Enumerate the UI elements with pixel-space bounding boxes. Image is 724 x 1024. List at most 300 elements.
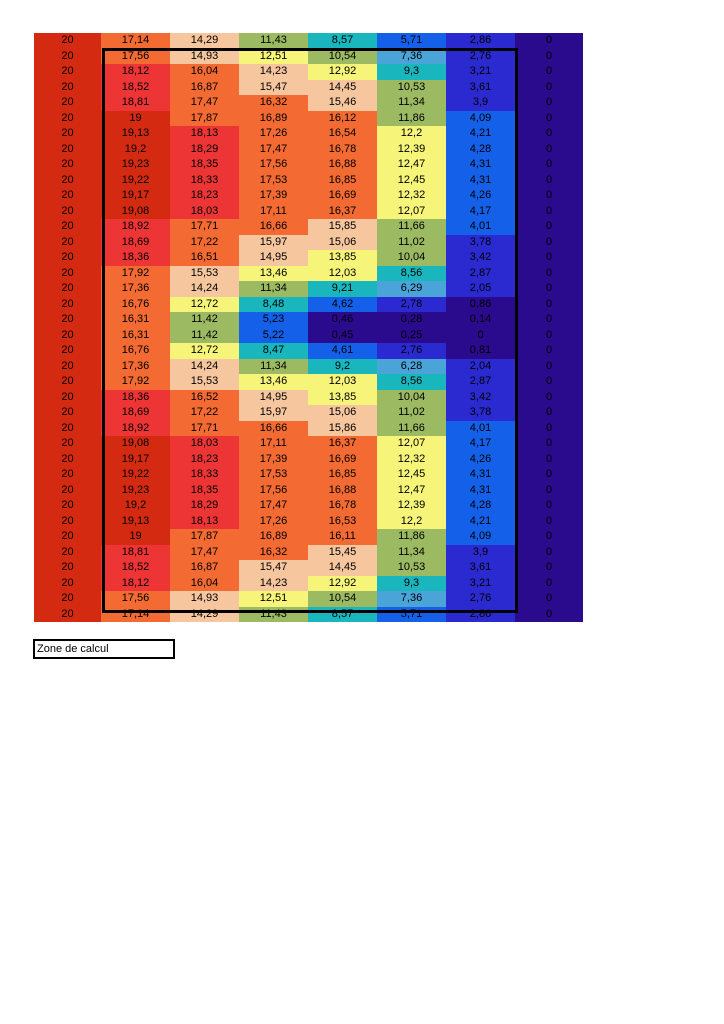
grid-cell: 4,17 xyxy=(446,204,515,220)
grid-row xyxy=(34,64,583,80)
grid-cell: 12,47 xyxy=(377,483,446,499)
grid-cell: 11,34 xyxy=(377,95,446,111)
grid-row xyxy=(34,374,583,390)
grid-cell: 19,17 xyxy=(101,188,170,204)
grid-cell: 4,31 xyxy=(446,173,515,189)
grid-row xyxy=(34,219,583,235)
grid-cell: 0 xyxy=(515,390,583,406)
grid-cell: 4,61 xyxy=(308,343,377,359)
grid-cell: 12,2 xyxy=(377,514,446,530)
grid-cell: 19,08 xyxy=(101,436,170,452)
grid-cell: 4,26 xyxy=(446,452,515,468)
grid-cell: 20 xyxy=(34,219,101,235)
grid-cell: 0 xyxy=(515,467,583,483)
grid-row xyxy=(34,483,583,499)
grid-row xyxy=(34,390,583,406)
grid-cell: 16,78 xyxy=(308,498,377,514)
grid-cell: 10,04 xyxy=(377,390,446,406)
grid-cell: 14,23 xyxy=(239,64,308,80)
grid-cell: 10,54 xyxy=(308,49,377,65)
grid-cell: 18,69 xyxy=(101,235,170,251)
grid-cell: 18,92 xyxy=(101,421,170,437)
grid-cell: 11,42 xyxy=(170,312,239,328)
grid-cell: 11,43 xyxy=(239,607,308,623)
grid-row xyxy=(34,204,583,220)
grid-cell: 14,29 xyxy=(170,33,239,49)
grid-cell: 5,71 xyxy=(377,33,446,49)
grid-row xyxy=(34,343,583,359)
grid-cell: 4,31 xyxy=(446,157,515,173)
grid-cell: 4,09 xyxy=(446,111,515,127)
grid-cell: 7,36 xyxy=(377,49,446,65)
grid-cell: 12,72 xyxy=(170,343,239,359)
grid-cell: 10,54 xyxy=(308,591,377,607)
grid-cell: 0 xyxy=(515,560,583,576)
grid-cell: 12,32 xyxy=(377,452,446,468)
grid-cell: 20 xyxy=(34,250,101,266)
grid-cell: 19,2 xyxy=(101,498,170,514)
grid-cell: 15,47 xyxy=(239,80,308,96)
grid-cell: 17,22 xyxy=(170,235,239,251)
grid-cell: 20 xyxy=(34,607,101,623)
grid-cell: 0 xyxy=(515,529,583,545)
grid-cell: 19,13 xyxy=(101,514,170,530)
grid-cell: 9,3 xyxy=(377,64,446,80)
grid-cell: 4,31 xyxy=(446,467,515,483)
grid-cell: 14,29 xyxy=(170,607,239,623)
grid-cell: 18,69 xyxy=(101,405,170,421)
grid-cell: 4,21 xyxy=(446,514,515,530)
grid-cell: 17,92 xyxy=(101,266,170,282)
grid-cell: 16,53 xyxy=(308,514,377,530)
grid-cell: 0 xyxy=(515,483,583,499)
grid-cell: 13,85 xyxy=(308,390,377,406)
grid-cell: 0 xyxy=(515,111,583,127)
grid-cell: 0 xyxy=(515,312,583,328)
grid-cell: 17,14 xyxy=(101,607,170,623)
grid-row xyxy=(34,111,583,127)
grid-cell: 2,86 xyxy=(446,33,515,49)
grid-cell: 0 xyxy=(515,374,583,390)
grid-cell: 0 xyxy=(515,173,583,189)
grid-cell: 20 xyxy=(34,266,101,282)
grid-row xyxy=(34,157,583,173)
grid-row xyxy=(34,188,583,204)
grid-cell: 3,78 xyxy=(446,235,515,251)
grid-cell: 14,23 xyxy=(239,576,308,592)
grid-cell: 16,76 xyxy=(101,343,170,359)
grid-cell: 4,28 xyxy=(446,142,515,158)
grid-cell: 15,06 xyxy=(308,405,377,421)
grid-cell: 19,08 xyxy=(101,204,170,220)
grid-cell: 8,56 xyxy=(377,266,446,282)
grid-cell: 16,37 xyxy=(308,436,377,452)
grid-cell: 19,13 xyxy=(101,126,170,142)
grid-cell: 15,86 xyxy=(308,421,377,437)
grid-cell: 2,78 xyxy=(377,297,446,313)
grid-cell: 2,04 xyxy=(446,359,515,375)
grid-cell: 17,26 xyxy=(239,126,308,142)
grid-cell: 0 xyxy=(515,405,583,421)
grid-cell: 12,32 xyxy=(377,188,446,204)
grid-cell: 20 xyxy=(34,33,101,49)
grid-cell: 0 xyxy=(515,235,583,251)
grid-row xyxy=(34,576,583,592)
grid-cell: 5,23 xyxy=(239,312,308,328)
grid-cell: 20 xyxy=(34,111,101,127)
grid-cell: 17,92 xyxy=(101,374,170,390)
grid-cell: 10,53 xyxy=(377,80,446,96)
grid-cell: 11,66 xyxy=(377,421,446,437)
grid-cell: 0 xyxy=(515,157,583,173)
grid-cell: 12,45 xyxy=(377,467,446,483)
grid-row xyxy=(34,95,583,111)
grid-cell: 5,71 xyxy=(377,607,446,623)
grid-cell: 0 xyxy=(515,266,583,282)
grid-cell: 20 xyxy=(34,514,101,530)
grid-cell: 15,06 xyxy=(308,235,377,251)
grid-cell: 17,26 xyxy=(239,514,308,530)
grid-cell: 4,28 xyxy=(446,498,515,514)
grid-cell: 17,47 xyxy=(170,545,239,561)
grid-cell: 17,14 xyxy=(101,33,170,49)
grid-cell: 17,56 xyxy=(239,483,308,499)
grid-cell: 18,92 xyxy=(101,219,170,235)
grid-cell: 15,85 xyxy=(308,219,377,235)
grid-cell: 4,62 xyxy=(308,297,377,313)
grid-cell: 0 xyxy=(515,421,583,437)
grid-row xyxy=(34,312,583,328)
grid-cell: 19,22 xyxy=(101,467,170,483)
grid-cell: 20 xyxy=(34,591,101,607)
grid-cell: 4,31 xyxy=(446,483,515,499)
grid-cell: 18,12 xyxy=(101,64,170,80)
grid-cell: 16,69 xyxy=(308,188,377,204)
grid-cell: 5,22 xyxy=(239,328,308,344)
grid-cell: 0 xyxy=(515,591,583,607)
grid-cell: 12,2 xyxy=(377,126,446,142)
grid-cell: 16,11 xyxy=(308,529,377,545)
grid-row xyxy=(34,560,583,576)
grid-cell: 17,39 xyxy=(239,452,308,468)
grid-cell: 0 xyxy=(515,281,583,297)
grid-row xyxy=(34,405,583,421)
grid-cell: 12,39 xyxy=(377,142,446,158)
grid-cell: 20 xyxy=(34,64,101,80)
grid-row xyxy=(34,142,583,158)
grid-cell: 12,03 xyxy=(308,374,377,390)
grid-cell: 11,02 xyxy=(377,405,446,421)
grid-cell: 11,43 xyxy=(239,33,308,49)
grid-cell: 17,36 xyxy=(101,359,170,375)
grid-cell: 10,04 xyxy=(377,250,446,266)
grid-cell: 18,81 xyxy=(101,545,170,561)
grid-cell: 16,78 xyxy=(308,142,377,158)
grid-cell: 17,71 xyxy=(170,219,239,235)
grid-cell: 3,42 xyxy=(446,390,515,406)
grid-row xyxy=(34,498,583,514)
grid-cell: 14,45 xyxy=(308,560,377,576)
grid-cell: 20 xyxy=(34,483,101,499)
grid-cell: 17,22 xyxy=(170,405,239,421)
grid-cell: 18,13 xyxy=(170,126,239,142)
grid-cell: 14,93 xyxy=(170,49,239,65)
grid-cell: 18,29 xyxy=(170,498,239,514)
grid-cell: 16,37 xyxy=(308,204,377,220)
grid-cell: 17,56 xyxy=(101,591,170,607)
grid-cell: 18,33 xyxy=(170,467,239,483)
grid-cell: 15,53 xyxy=(170,266,239,282)
grid-cell: 20 xyxy=(34,560,101,576)
grid-cell: 0 xyxy=(515,545,583,561)
grid-cell: 4,26 xyxy=(446,188,515,204)
grid-cell: 0 xyxy=(515,219,583,235)
grid-cell: 14,95 xyxy=(239,250,308,266)
grid-cell: 8,56 xyxy=(377,374,446,390)
grid-cell: 17,56 xyxy=(101,49,170,65)
grid-cell: 17,87 xyxy=(170,111,239,127)
grid-cell: 20 xyxy=(34,312,101,328)
grid-cell: 2,76 xyxy=(446,49,515,65)
grid-cell: 8,48 xyxy=(239,297,308,313)
grid-cell: 0 xyxy=(515,328,583,344)
grid-cell: 16,89 xyxy=(239,111,308,127)
grid-cell: 16,32 xyxy=(239,545,308,561)
grid-cell: 0 xyxy=(515,188,583,204)
grid-cell: 10,53 xyxy=(377,560,446,576)
grid-cell: 0 xyxy=(515,576,583,592)
grid-cell: 16,89 xyxy=(239,529,308,545)
grid-cell: 18,03 xyxy=(170,204,239,220)
grid-row xyxy=(34,607,583,623)
grid-row xyxy=(34,126,583,142)
grid-cell: 18,23 xyxy=(170,188,239,204)
grid-cell: 8,57 xyxy=(308,607,377,623)
grid-cell: 6,29 xyxy=(377,281,446,297)
grid-cell: 20 xyxy=(34,374,101,390)
grid-cell: 3,9 xyxy=(446,545,515,561)
grid-cell: 0 xyxy=(515,49,583,65)
grid-cell: 11,86 xyxy=(377,111,446,127)
grid-cell: 12,92 xyxy=(308,576,377,592)
grid-cell: 11,02 xyxy=(377,235,446,251)
grid-cell: 6,28 xyxy=(377,359,446,375)
grid-cell: 0,86 xyxy=(446,297,515,313)
grid-cell: 12,03 xyxy=(308,266,377,282)
grid-cell: 17,11 xyxy=(239,204,308,220)
grid-cell: 20 xyxy=(34,204,101,220)
grid-cell: 0,28 xyxy=(377,312,446,328)
grid-cell: 12,07 xyxy=(377,436,446,452)
grid-cell: 14,24 xyxy=(170,281,239,297)
grid-row xyxy=(34,297,583,313)
grid-cell: 8,47 xyxy=(239,343,308,359)
grid-cell: 9,3 xyxy=(377,576,446,592)
grid-cell: 19 xyxy=(101,529,170,545)
grid-cell: 18,03 xyxy=(170,436,239,452)
grid-cell: 20 xyxy=(34,359,101,375)
grid-cell: 19,2 xyxy=(101,142,170,158)
grid-row xyxy=(34,49,583,65)
grid-cell: 7,36 xyxy=(377,591,446,607)
grid-cell: 20 xyxy=(34,49,101,65)
grid-cell: 0 xyxy=(515,204,583,220)
grid-cell: 18,23 xyxy=(170,452,239,468)
grid-cell: 0 xyxy=(515,33,583,49)
grid-cell: 11,34 xyxy=(239,281,308,297)
grid-cell: 17,71 xyxy=(170,421,239,437)
grid-cell: 18,36 xyxy=(101,390,170,406)
grid-cell: 0 xyxy=(515,514,583,530)
grid-cell: 16,51 xyxy=(170,250,239,266)
grid-cell: 18,52 xyxy=(101,80,170,96)
grid-cell: 0 xyxy=(515,64,583,80)
grid-cell: 12,39 xyxy=(377,498,446,514)
grid-cell: 2,87 xyxy=(446,374,515,390)
grid-row xyxy=(34,436,583,452)
grid-cell: 0,46 xyxy=(308,312,377,328)
grid-cell: 2,76 xyxy=(377,343,446,359)
grid-cell: 17,87 xyxy=(170,529,239,545)
grid-row xyxy=(34,545,583,561)
grid-cell: 14,45 xyxy=(308,80,377,96)
grid-cell: 19,23 xyxy=(101,483,170,499)
grid-cell: 19,22 xyxy=(101,173,170,189)
grid-cell: 16,66 xyxy=(239,421,308,437)
grid-row xyxy=(34,266,583,282)
grid-cell: 4,17 xyxy=(446,436,515,452)
grid-cell: 17,47 xyxy=(239,498,308,514)
grid-cell: 16,85 xyxy=(308,467,377,483)
grid-cell: 20 xyxy=(34,281,101,297)
grid-cell: 17,53 xyxy=(239,173,308,189)
grid-cell: 20 xyxy=(34,95,101,111)
grid-cell: 14,24 xyxy=(170,359,239,375)
grid-cell: 20 xyxy=(34,452,101,468)
grid-cell: 2,76 xyxy=(446,591,515,607)
grid-cell: 16,85 xyxy=(308,173,377,189)
calculation-zone-legend: Zone de calcul xyxy=(33,639,175,659)
grid-cell: 9,2 xyxy=(308,359,377,375)
grid-cell: 16,66 xyxy=(239,219,308,235)
grid-cell: 17,39 xyxy=(239,188,308,204)
grid-cell: 0 xyxy=(446,328,515,344)
grid-cell: 0 xyxy=(515,250,583,266)
grid-cell: 20 xyxy=(34,390,101,406)
grid-cell: 20 xyxy=(34,498,101,514)
grid-cell: 3,42 xyxy=(446,250,515,266)
grid-cell: 17,53 xyxy=(239,467,308,483)
grid-cell: 16,31 xyxy=(101,328,170,344)
grid-cell: 0 xyxy=(515,80,583,96)
grid-cell: 0 xyxy=(515,343,583,359)
grid-cell: 20 xyxy=(34,467,101,483)
grid-cell: 15,47 xyxy=(239,560,308,576)
grid-cell: 12,51 xyxy=(239,49,308,65)
grid-row xyxy=(34,421,583,437)
grid-cell: 14,93 xyxy=(170,591,239,607)
grid-row xyxy=(34,250,583,266)
grid-cell: 3,9 xyxy=(446,95,515,111)
grid-cell: 0 xyxy=(515,359,583,375)
grid-row xyxy=(34,467,583,483)
grid-cell: 11,86 xyxy=(377,529,446,545)
grid-cell: 17,47 xyxy=(239,142,308,158)
grid-cell: 0 xyxy=(515,436,583,452)
grid-cell: 16,52 xyxy=(170,390,239,406)
grid-cell: 15,46 xyxy=(308,95,377,111)
grid-cell: 15,53 xyxy=(170,374,239,390)
grid-cell: 20 xyxy=(34,328,101,344)
grid-cell: 18,36 xyxy=(101,250,170,266)
grid-cell: 13,85 xyxy=(308,250,377,266)
grid-cell: 20 xyxy=(34,343,101,359)
grid-cell: 0,25 xyxy=(377,328,446,344)
grid-cell: 0 xyxy=(515,126,583,142)
grid-cell: 12,92 xyxy=(308,64,377,80)
grid-row xyxy=(34,80,583,96)
grid-cell: 11,66 xyxy=(377,219,446,235)
grid-cell: 4,01 xyxy=(446,421,515,437)
grid-cell: 3,61 xyxy=(446,560,515,576)
grid-cell: 0,81 xyxy=(446,343,515,359)
grid-row xyxy=(34,173,583,189)
grid-row xyxy=(34,281,583,297)
grid-cell: 19,23 xyxy=(101,157,170,173)
grid-cell: 13,46 xyxy=(239,266,308,282)
grid-cell: 11,42 xyxy=(170,328,239,344)
grid-cell: 13,46 xyxy=(239,374,308,390)
grid-cell: 17,11 xyxy=(239,436,308,452)
grid-cell: 11,34 xyxy=(377,545,446,561)
grid-cell: 20 xyxy=(34,157,101,173)
grid-cell: 2,05 xyxy=(446,281,515,297)
grid-cell: 11,34 xyxy=(239,359,308,375)
grid-cell: 0 xyxy=(515,607,583,623)
grid-cell: 16,76 xyxy=(101,297,170,313)
grid-cell: 15,97 xyxy=(239,235,308,251)
grid-cell: 20 xyxy=(34,173,101,189)
grid-cell: 20 xyxy=(34,421,101,437)
grid-cell: 16,12 xyxy=(308,111,377,127)
grid-cell: 18,29 xyxy=(170,142,239,158)
grid-cell: 18,35 xyxy=(170,157,239,173)
grid-cell: 3,21 xyxy=(446,576,515,592)
grid-cell: 16,32 xyxy=(239,95,308,111)
grid-row xyxy=(34,235,583,251)
grid-cell: 18,81 xyxy=(101,95,170,111)
grid-cell: 2,86 xyxy=(446,607,515,623)
grid-cell: 16,88 xyxy=(308,483,377,499)
grid-row xyxy=(34,359,583,375)
grid-cell: 20 xyxy=(34,126,101,142)
grid-cell: 19 xyxy=(101,111,170,127)
grid-cell: 16,04 xyxy=(170,64,239,80)
grid-cell: 4,21 xyxy=(446,126,515,142)
grid-cell: 0 xyxy=(515,498,583,514)
grid-cell: 18,35 xyxy=(170,483,239,499)
grid-cell: 20 xyxy=(34,529,101,545)
grid-cell: 19,17 xyxy=(101,452,170,468)
grid-cell: 20 xyxy=(34,188,101,204)
grid-cell: 20 xyxy=(34,80,101,96)
grid-row xyxy=(34,452,583,468)
grid-cell: 12,47 xyxy=(377,157,446,173)
grid-row xyxy=(34,529,583,545)
grid-cell: 2,87 xyxy=(446,266,515,282)
grid-cell: 18,52 xyxy=(101,560,170,576)
grid-cell: 20 xyxy=(34,405,101,421)
